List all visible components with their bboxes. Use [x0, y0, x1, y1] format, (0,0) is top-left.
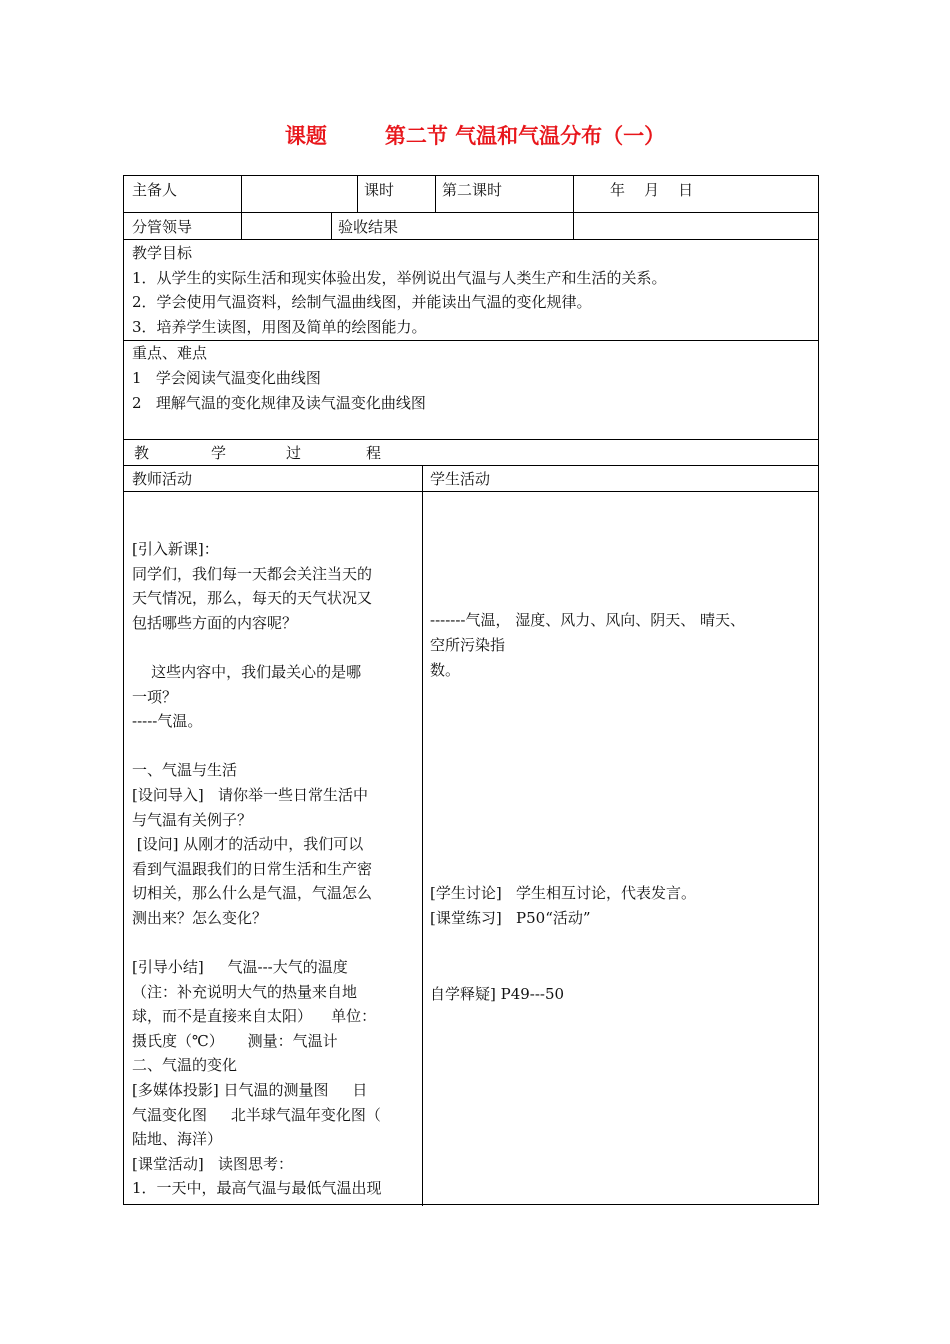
- col-divider: [241, 176, 242, 212]
- row-divider: [124, 439, 818, 440]
- col-divider: [435, 176, 436, 212]
- student-activity-header: 学生活动: [430, 470, 491, 488]
- teacher-line: 与气温有关例子？: [132, 810, 253, 829]
- teacher-line: 一项？: [132, 687, 178, 706]
- teacher-line: 测出来？怎么变化？: [132, 908, 268, 927]
- period-value: 第二课时: [442, 181, 503, 199]
- teacher-activity-content: [132, 537, 418, 1201]
- teacher-line: 陆地、海洋）: [132, 1130, 223, 1149]
- teacher-line: 气温变化图 北半球气温年变化图（: [132, 1105, 381, 1124]
- objective-item: 1．从学生的实际生活和现实体验出发，举例说出气温与人类生产和生活的关系。: [132, 269, 667, 287]
- lesson-title: [0, 120, 950, 150]
- objective-item: 2．学会使用气温资料，绘制气温曲线图，并能读出气温的变化规律。: [132, 293, 592, 311]
- teacher-line: 同学们，我们每一天都会关注当天的: [132, 564, 373, 583]
- teacher-line: [引导小结] 气温---大气的温度: [132, 958, 348, 977]
- classroom-practice: [课堂练习] P50“活动”: [430, 909, 591, 927]
- period-label: 课时: [364, 181, 395, 199]
- teacher-line: 二、气温的变化: [132, 1056, 238, 1075]
- row-divider: [124, 465, 818, 466]
- student-answer-line: 空所污染指: [430, 636, 506, 654]
- teacher-line: 天气情况，那么，每天的天气状况又: [132, 589, 373, 608]
- row-divider: [124, 212, 818, 213]
- teacher-line: [引入新课]：: [132, 540, 219, 558]
- title-text: 第二节 气温和气温分布（一）: [384, 124, 666, 148]
- teacher-line: 切相关，那么什么是气温，气温怎么: [132, 884, 373, 903]
- title-label: 课题: [284, 124, 327, 148]
- teacher-line: [设问] 从刚才的活动中，我们可以: [132, 835, 364, 854]
- date-field: 年 月 日: [610, 181, 694, 199]
- process-char: 学: [211, 444, 227, 462]
- row-divider: [124, 239, 818, 240]
- process-char: 过: [286, 444, 302, 462]
- keypoint-item: 1 学会阅读气温变化曲线图: [132, 369, 321, 387]
- row-divider: [124, 340, 818, 341]
- student-discussion: [学生讨论] 学生相互讨论，代表发言。: [430, 884, 697, 902]
- teacher-line: [132, 931, 418, 956]
- col-divider: [573, 176, 574, 239]
- col-divider: [422, 465, 423, 1206]
- teacher-line: 摄氏度（℃） 测量：气温计: [132, 1031, 338, 1050]
- leader-label: 分管领导: [132, 218, 193, 236]
- col-divider: [357, 176, 358, 212]
- objectives-heading: 教学目标: [132, 244, 193, 262]
- teacher-activity-header: 教师活动: [132, 470, 193, 488]
- col-divider: [241, 212, 242, 239]
- teacher-line: （注：补充说明大气的热量来自地: [132, 982, 358, 1001]
- teacher-line: [132, 635, 418, 660]
- teacher-line: -----气温。: [132, 712, 203, 731]
- teacher-line: 包括哪些方面的内容呢？: [132, 613, 298, 632]
- teacher-line: 看到气温跟我们的日常生活和生产密: [132, 859, 373, 878]
- process-char: 程: [366, 444, 382, 462]
- lesson-plan-table: [123, 175, 819, 1205]
- teacher-line: 一、气温与生活: [132, 761, 238, 780]
- objective-item: 3．培养学生读图，用图及简单的绘图能力。: [132, 318, 427, 336]
- teacher-line: 1．一天中，最高气温与最低气温出现: [132, 1179, 382, 1198]
- preparer-label: 主备人: [132, 181, 178, 199]
- teacher-line: [132, 734, 418, 759]
- self-study: 自学释疑] P49---50: [430, 985, 565, 1003]
- student-answer-line: -------气温， 湿度、风力、风向、阴天、 晴天、: [430, 611, 746, 629]
- teacher-line: [课堂活动] 读图思考：: [132, 1154, 294, 1173]
- teacher-line: [设问导入] 请你举一些日常生活中: [132, 785, 369, 804]
- row-divider: [124, 491, 818, 492]
- result-label: 验收结果: [338, 218, 399, 236]
- keypoints-heading: 重点、难点: [132, 344, 208, 362]
- student-answer-line: 数。: [430, 661, 461, 679]
- keypoint-item: 2 理解气温的变化规律及读气温变化曲线图: [132, 394, 426, 412]
- teacher-line: [多媒体投影] 日气温的测量图 日: [132, 1081, 368, 1100]
- process-char: 教: [134, 444, 150, 462]
- teacher-line: 这些内容中，我们最关心的是哪: [132, 662, 362, 681]
- col-divider: [331, 212, 332, 239]
- teacher-line: 球，而不是直接来自太阳） 单位：: [132, 1007, 377, 1026]
